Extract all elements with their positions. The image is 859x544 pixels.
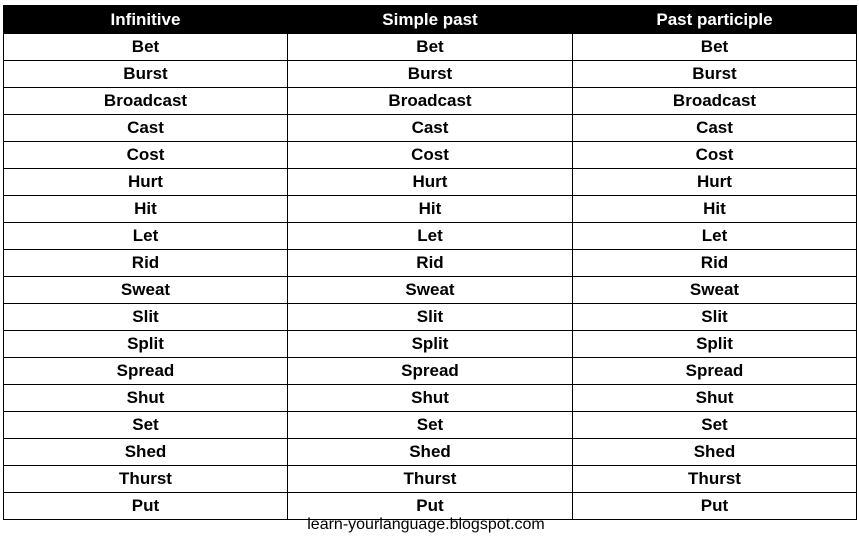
simple-past-cell: Hurt [288, 169, 573, 196]
infinitive-cell: Put [4, 493, 288, 520]
table-header [4, 6, 857, 34]
simple-past-cell: Split [288, 331, 573, 358]
simple-past-cell: Hit [288, 196, 573, 223]
past-participle-cell: Sweat [573, 277, 857, 304]
table-row [4, 223, 857, 250]
past-participle-cell: Bet [573, 34, 857, 61]
infinitive-cell: Hit [4, 196, 288, 223]
header-infinitive: Infinitive [4, 6, 288, 34]
table-row [4, 250, 857, 277]
simple-past-cell: Rid [288, 250, 573, 277]
simple-past-cell: Sweat [288, 277, 573, 304]
infinitive-cell: Sweat [4, 277, 288, 304]
table-row [4, 88, 857, 115]
simple-past-cell: Slit [288, 304, 573, 331]
past-participle-cell: Burst [573, 61, 857, 88]
past-participle-cell: Shut [573, 385, 857, 412]
table-row [4, 412, 857, 439]
infinitive-cell: Hurt [4, 169, 288, 196]
past-participle-cell: Thurst [573, 466, 857, 493]
table-row [4, 277, 857, 304]
infinitive-cell: Thurst [4, 466, 288, 493]
infinitive-cell: Spread [4, 358, 288, 385]
source-url: learn-yourlanguage.blogspot.com [307, 516, 545, 533]
past-participle-cell: Spread [573, 358, 857, 385]
table-row [4, 385, 857, 412]
past-participle-cell: Set [573, 412, 857, 439]
infinitive-cell: Shed [4, 439, 288, 466]
infinitive-cell: Set [4, 412, 288, 439]
simple-past-cell: Set [288, 412, 573, 439]
simple-past-cell: Put [288, 493, 573, 520]
past-participle-cell: Hurt [573, 169, 857, 196]
table-row [4, 115, 857, 142]
simple-past-cell: Broadcast [288, 88, 573, 115]
header-past-participle: Past participle [573, 6, 857, 34]
infinitive-cell: Burst [4, 61, 288, 88]
infinitive-cell: Shut [4, 385, 288, 412]
header-simple-past: Simple past [288, 6, 573, 34]
infinitive-cell: Cost [4, 142, 288, 169]
past-participle-cell: Broadcast [573, 88, 857, 115]
simple-past-cell: Shut [288, 385, 573, 412]
infinitive-cell: Cast [4, 115, 288, 142]
table-row [4, 358, 857, 385]
table-row [4, 331, 857, 358]
simple-past-cell: Burst [288, 61, 573, 88]
header-row [4, 6, 857, 34]
table-row [4, 196, 857, 223]
table-row [4, 61, 857, 88]
past-participle-cell: Hit [573, 196, 857, 223]
past-participle-cell: Split [573, 331, 857, 358]
table-row [4, 169, 857, 196]
table-row [4, 466, 857, 493]
infinitive-cell: Split [4, 331, 288, 358]
simple-past-cell: Thurst [288, 466, 573, 493]
simple-past-cell: Spread [288, 358, 573, 385]
past-participle-cell: Rid [573, 250, 857, 277]
table-row [4, 439, 857, 466]
infinitive-cell: Rid [4, 250, 288, 277]
table-row [4, 142, 857, 169]
past-participle-cell: Cast [573, 115, 857, 142]
simple-past-cell: Shed [288, 439, 573, 466]
irregular-verbs-table [3, 5, 857, 520]
table-body [4, 34, 857, 520]
past-participle-cell: Shed [573, 439, 857, 466]
past-participle-cell: Cost [573, 142, 857, 169]
infinitive-cell: Bet [4, 34, 288, 61]
table-row [4, 34, 857, 61]
past-participle-cell: Slit [573, 304, 857, 331]
infinitive-cell: Slit [4, 304, 288, 331]
simple-past-cell: Let [288, 223, 573, 250]
simple-past-cell: Bet [288, 34, 573, 61]
simple-past-cell: Cost [288, 142, 573, 169]
past-participle-cell: Put [573, 493, 857, 520]
infinitive-cell: Broadcast [4, 88, 288, 115]
past-participle-cell: Let [573, 223, 857, 250]
infinitive-cell: Let [4, 223, 288, 250]
table-row [4, 304, 857, 331]
simple-past-cell: Cast [288, 115, 573, 142]
